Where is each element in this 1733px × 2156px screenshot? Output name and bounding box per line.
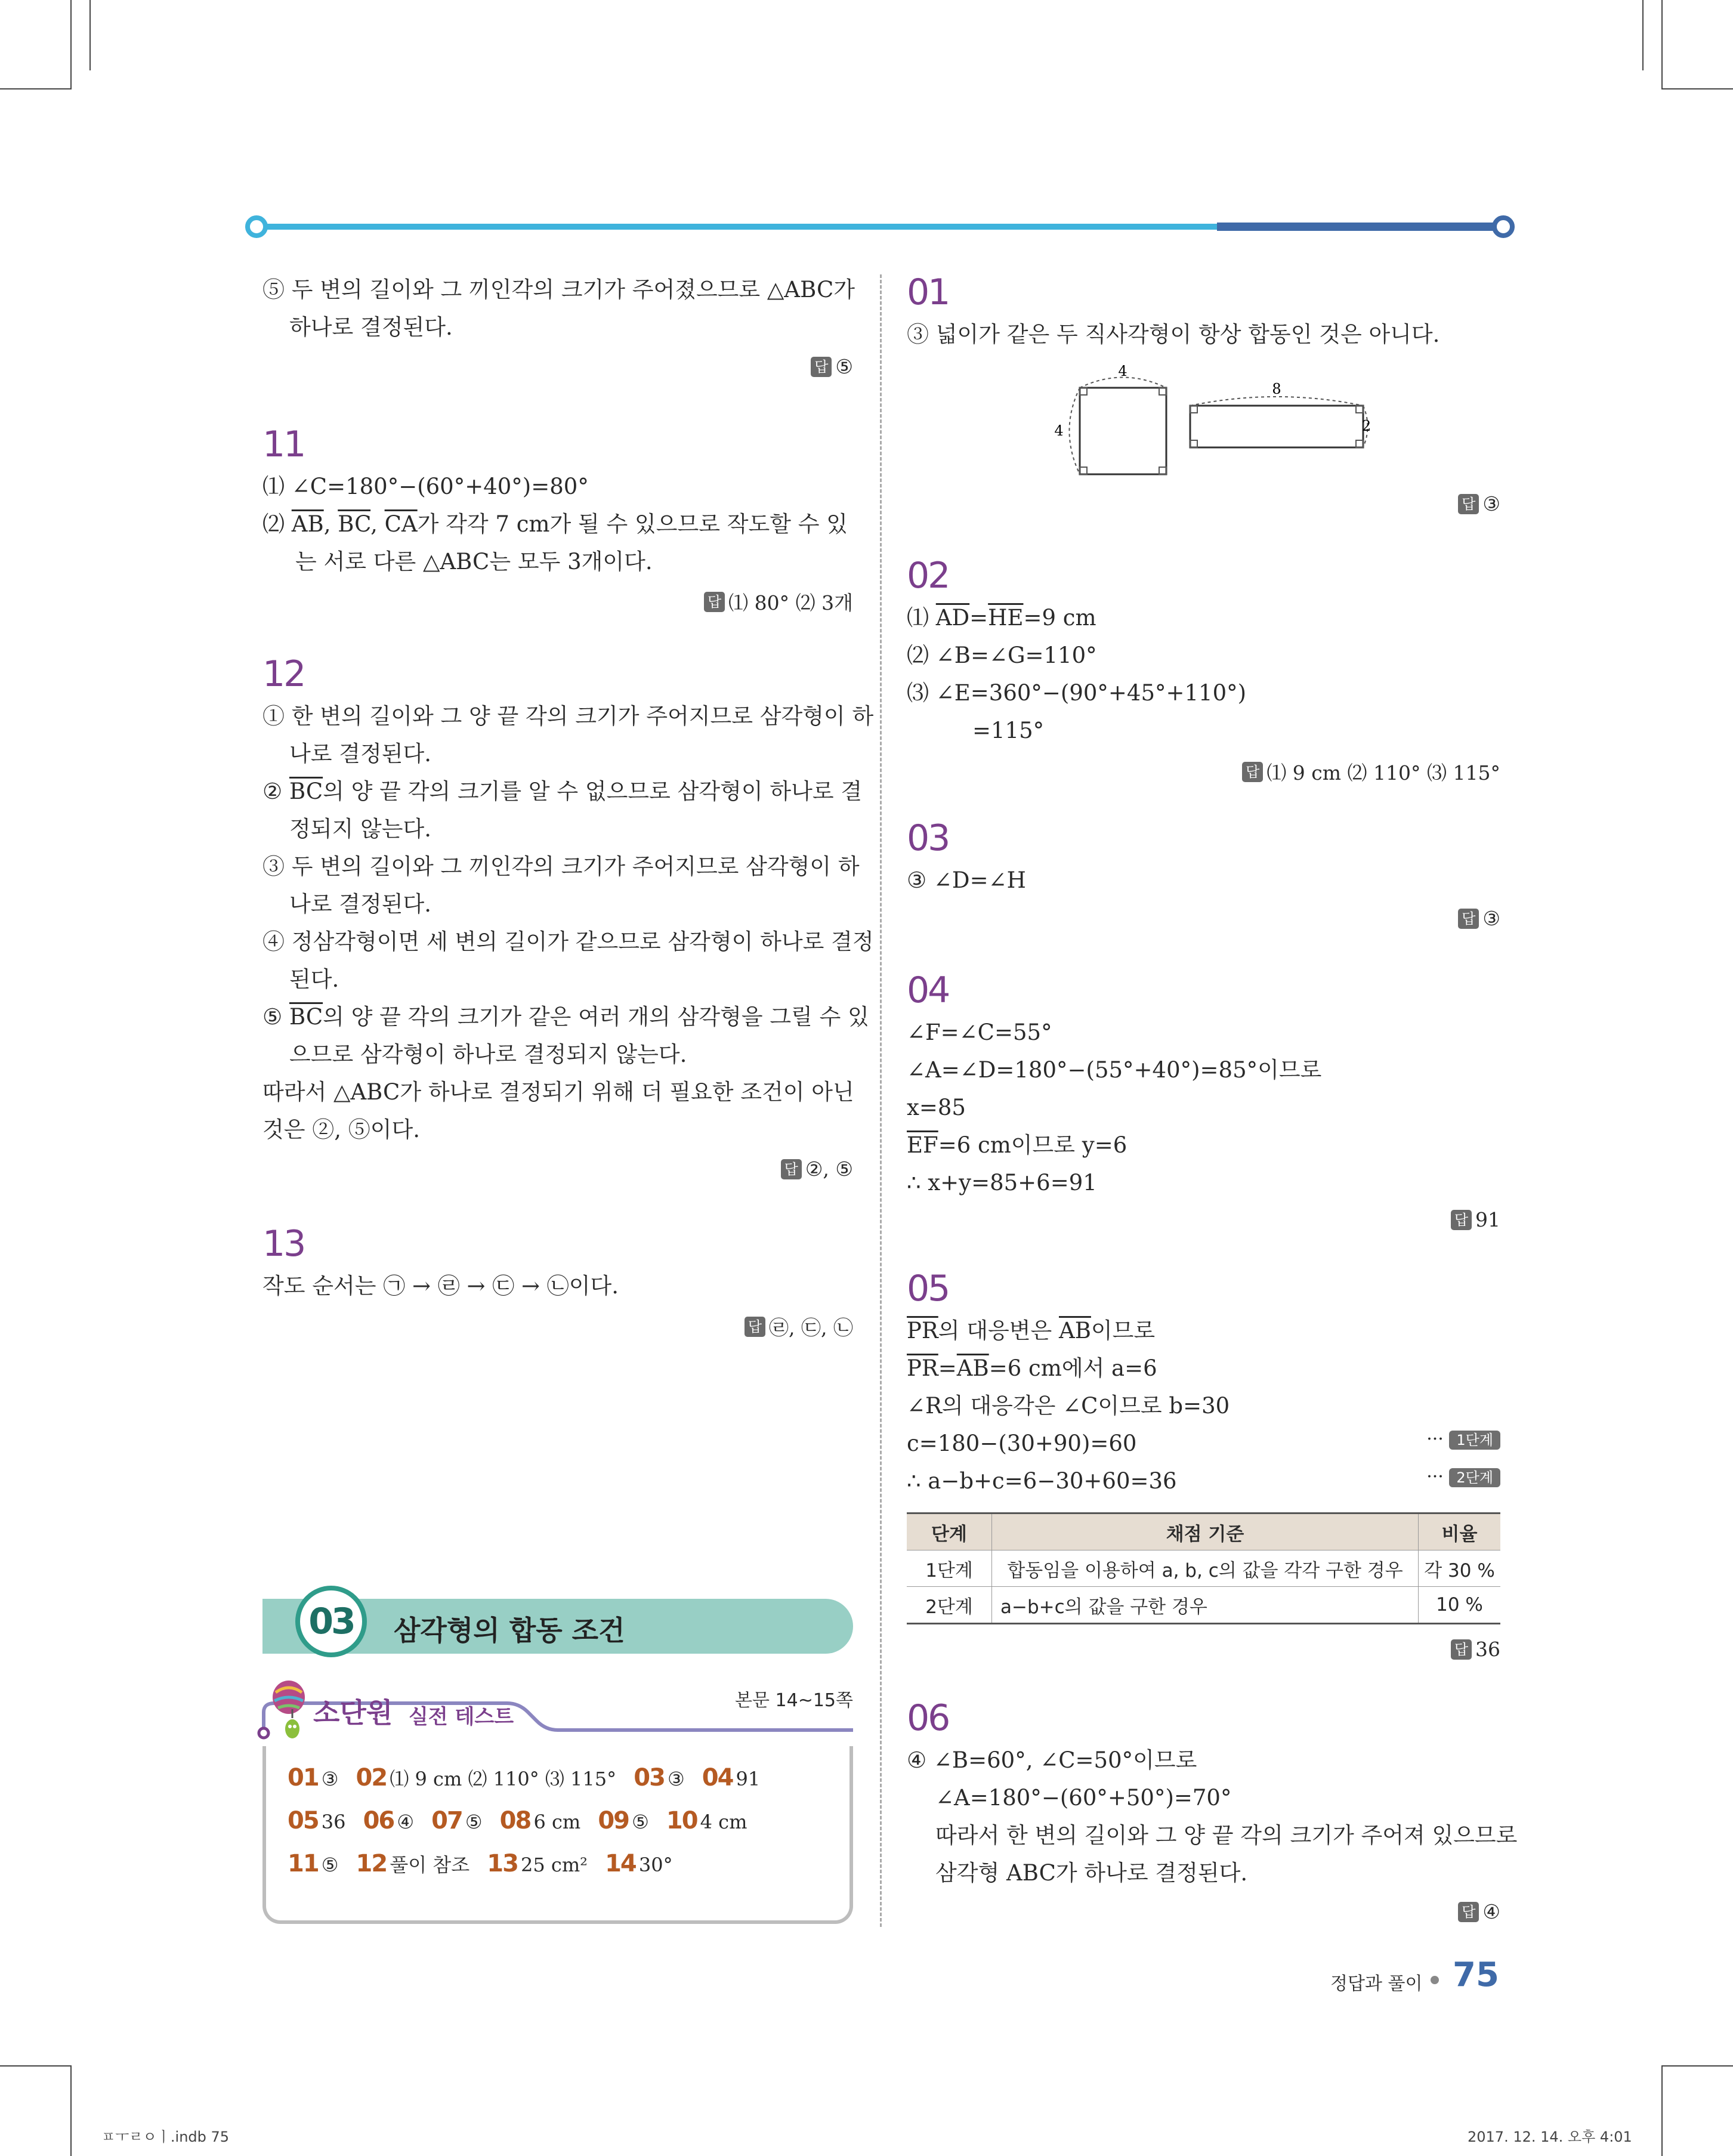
answer-value: ②, ⑤ [805, 1157, 853, 1181]
answers-row: 01 ③ 02 ⑴ 9 cm ⑵ 110° ⑶ 115° 03 ③ 04 91 [288, 1764, 761, 1791]
table-header: 비율 [1419, 1513, 1501, 1550]
crop-mark [1642, 0, 1644, 70]
segment-ef: $\overline{EF}$ [907, 1132, 938, 1158]
table-row: 1단계 합동임을 이용하여 a, b, c의 값을 각각 구한 경우 각 30 % [907, 1550, 1500, 1587]
answer-tag: 답 [704, 592, 725, 612]
text-line: x=85 [907, 1095, 966, 1120]
text-line: ∴ a−b+c=6−30+60=36 [907, 1468, 1177, 1494]
answer [1242, 758, 1500, 786]
answer-value: ㉣, ㉢, ㉡ [769, 1316, 853, 1339]
quick-answers [288, 1759, 774, 1888]
answer-tag: 답 [1458, 1902, 1479, 1922]
text-line: ④ 정삼각형이면 세 변의 길이가 같으므로 삼각형이 하나로 결정 [262, 929, 874, 955]
text-line: $\overline{PR}$의 대응변은 $\overline{AB}$이므로 [907, 1318, 1156, 1343]
problem-number: 05 [907, 1268, 949, 1309]
top-decorative-bar [245, 212, 1518, 242]
text-line: ∠R의 대응각은 ∠C이므로 b=30 [907, 1393, 1230, 1419]
answer-tag: 답 [1458, 494, 1479, 514]
step-marker: ··· 2단계 [1426, 1466, 1500, 1487]
text-line: ⑵ $\overline{AB}$, $\overline{BC}$, $\overline{CA}$가 각각 7 cm가 될 수 있으므로 작도할 수 있 [262, 511, 848, 537]
text-line: 따라서 한 변의 길이와 그 양 끝 각의 크기가 주어져 있으므로 [935, 1823, 1518, 1848]
text-line: ∴ x+y=85+6=91 [907, 1170, 1097, 1196]
crop-mark [0, 88, 70, 89]
problem-number: 11 [262, 424, 305, 465]
text-line: 된다. [289, 966, 339, 992]
answer-value: 91 [1475, 1208, 1500, 1231]
column-divider [880, 274, 882, 1927]
problem-number: 06 [907, 1697, 949, 1739]
segment-ca: $\overline{CA}$ [384, 511, 418, 537]
answer-tag: 답 [781, 1159, 802, 1179]
answer-value: 36 [1475, 1638, 1500, 1661]
answer [704, 588, 853, 616]
text-line: 나로 결정된다. [289, 891, 431, 917]
answer-tag: 답 [1242, 762, 1263, 782]
table-header: 단계 [907, 1513, 992, 1550]
answer [811, 355, 853, 378]
footer-label: 정답과 풀이 [1330, 1973, 1423, 1994]
text-line: 삼각형 ABC가 하나로 결정된다. [935, 1860, 1248, 1886]
text-line: 으므로 삼각형이 하나로 결정되지 않는다. [289, 1042, 687, 1067]
fig-label: 8 [1272, 381, 1281, 397]
page-number: 75 [1453, 1956, 1499, 1994]
answer [781, 1157, 853, 1181]
crop-mark [1661, 0, 1663, 89]
section-title: 삼각형의 합동 조건 [394, 1614, 625, 1647]
text-line: ④ ∠B=60°, ∠C=50°이므로 [907, 1747, 1197, 1773]
text-line: ③ 두 변의 길이와 그 끼인각의 크기가 주어지므로 삼각형이 하 [262, 854, 860, 879]
answer [1458, 907, 1500, 930]
mascot-icon [280, 1706, 304, 1742]
text-line: 는 서로 다른 △ABC는 모두 3개이다. [295, 549, 653, 574]
problem-number: 03 [907, 817, 949, 859]
answer-tag: 답 [745, 1317, 765, 1337]
segment-ad: $\overline{AD}$ [935, 605, 970, 631]
table-row: 2단계 a−b+c의 값을 구한 경우 10 % [907, 1587, 1500, 1624]
step-marker: ··· 1단계 [1426, 1429, 1500, 1450]
answer [745, 1312, 853, 1340]
text-line: ③ ∠D=∠H [907, 867, 1026, 893]
text-line: ⑤ 두 변의 길이와 그 끼인각의 크기가 주어졌으므로 △ABC가 [262, 277, 855, 302]
text-line: ⑴ $\overline{AD}=\overline{HE}=9$ cm [907, 605, 1096, 631]
answer-value: ⑴ 9 cm ⑵ 110° ⑶ 115° [1266, 761, 1500, 784]
unit-test-title: 소단원 [313, 1697, 393, 1729]
crop-mark [70, 2065, 72, 2156]
answer-tag: 답 [1458, 909, 1479, 929]
left-column [262, 271, 874, 1942]
answer-value: ③ [1482, 907, 1500, 930]
print-file-info: ㅍㅜㄹㅇㅣ.indb 75 [101, 2129, 230, 2145]
text-line: ⑴ ∠C=180°−(60°+40°)=80° [262, 474, 589, 499]
text-line: c=180−(30+90)=60 [907, 1431, 1137, 1456]
text-line: ⑤ $\overline{BC}$의 양 끝 각의 크기가 같은 여러 개의 삼각형을 그릴 수 있 [262, 1004, 869, 1030]
rectangles-figure [1032, 363, 1371, 483]
text-line: 정되지 않는다. [289, 816, 431, 842]
text-line: ⑵ ∠B=∠G=110° [907, 643, 1097, 668]
text-line: ① 한 변의 길이와 그 양 끝 각의 크기가 주어지므로 삼각형이 하 [262, 703, 874, 729]
problem-number: 01 [907, 271, 949, 313]
crop-mark [1661, 2065, 1663, 2156]
text-line: ∠A=180°−(60°+50°)=70° [935, 1785, 1232, 1811]
answer-tag: 답 [811, 357, 832, 377]
text-line: ∠A=∠D=180°−(55°+40°)=85°이므로 [907, 1057, 1322, 1083]
crop-mark [70, 0, 72, 89]
fig-label: 4 [1054, 422, 1064, 439]
grading-table [907, 1512, 1500, 1624]
right-column [907, 271, 1518, 1942]
crop-mark [89, 0, 91, 70]
problem-number: 04 [907, 969, 949, 1011]
unit-test-subtitle: 실전 테스트 [409, 1705, 514, 1729]
text-line: =115° [972, 718, 1045, 743]
fig-label: 2 [1362, 418, 1371, 434]
answer-value: ③ [1482, 492, 1500, 515]
answer-value: ⑴ 80° ⑵ 3개 [728, 591, 853, 614]
answer [1458, 1900, 1500, 1923]
page-reference: 본문 14~15쪽 [735, 1690, 853, 1711]
text-line: 따라서 △ABC가 하나로 결정되기 위해 더 필요한 조건이 아닌 [262, 1079, 854, 1105]
footer-dot [1431, 1976, 1439, 1984]
answers-row: 05 36 06 ④ 07 ⑤ 08 6 cm 09 ⑤ 10 4 cm [288, 1807, 747, 1834]
text-line: 나로 결정된다. [289, 741, 431, 767]
text-line: $\overline{PR}=\overline{AB}=6$ cm에서 a=6 [907, 1355, 1157, 1381]
text-line: $\overline{EF}=6$ cm이므로 y=6 [907, 1132, 1127, 1158]
answers-row: 11 ⑤ 12 풀이 참조 13 25 cm² 14 30° [288, 1850, 673, 1877]
text-line: ③ 넓이가 같은 두 직사각형이 항상 합동인 것은 아니다. [907, 322, 1440, 347]
segment-bc: $\overline{BC}$ [338, 511, 371, 537]
answer-tag: 답 [1451, 1639, 1472, 1660]
answer-value: ⑤ [835, 355, 853, 378]
answer [1458, 492, 1500, 515]
crop-mark [0, 2065, 70, 2067]
section-number-badge: 03 [295, 1586, 367, 1657]
problem-number: 13 [262, 1223, 305, 1265]
crop-mark [1663, 2065, 1733, 2067]
text-line: 작도 순서는 ㉠ → ㉣ → ㉢ → ㉡이다. [262, 1273, 619, 1299]
text-line: 하나로 결정된다. [289, 314, 453, 340]
problem-number: 12 [262, 653, 305, 695]
print-timestamp: 2017. 12. 14. 오후 4:01 [1468, 2129, 1632, 2145]
answer [1451, 1208, 1500, 1231]
text-line: ⑶ ∠E=360°−(90°+45°+110°) [907, 680, 1247, 706]
answer-tag: 답 [1451, 1210, 1472, 1230]
answer [1451, 1638, 1500, 1661]
text-line: ∠F=∠C=55° [907, 1020, 1052, 1045]
answer-value: ④ [1482, 1900, 1500, 1923]
fig-label: 4 [1118, 363, 1127, 379]
segment-ab: $\overline{AB}$ [291, 511, 324, 537]
segment-he: $\overline{HE}$ [988, 605, 1024, 631]
text-line: 것은 ②, ⑤이다. [262, 1117, 421, 1142]
crop-mark [1663, 88, 1733, 89]
table-header: 채점 기준 [992, 1513, 1419, 1550]
text-line: ② $\overline{BC}$의 양 끝 각의 크기를 알 수 없으므로 삼각형이 하나로 결 [262, 779, 863, 804]
problem-number: 02 [907, 555, 949, 597]
